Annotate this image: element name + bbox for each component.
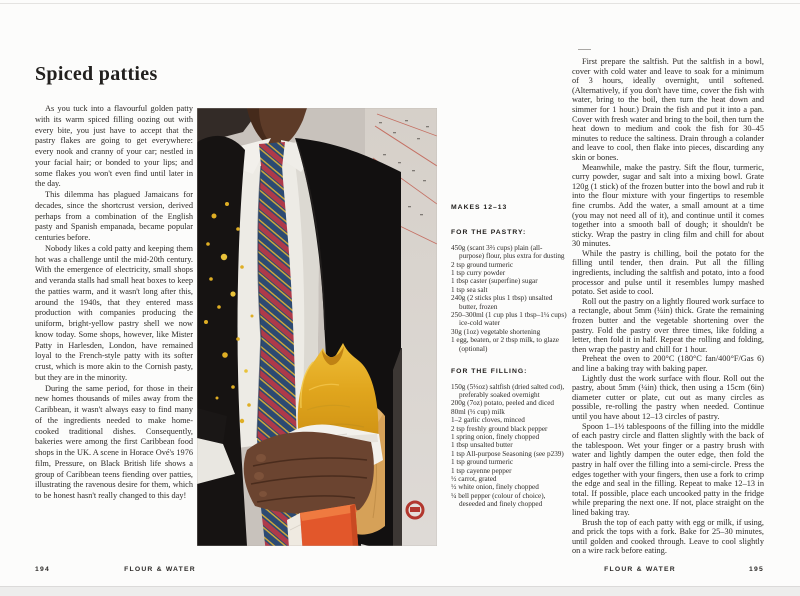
ingredients-column <box>451 204 567 509</box>
recipe-intro <box>35 104 193 502</box>
pastry-ingredient-list <box>451 244 567 353</box>
recipe-title: Spiced patties <box>35 63 158 86</box>
method-paragraph: Meanwhile, make the pastry. Sift the flour, turmeric, curry powder, sugar and salt into a mixing bowl. Grate 120g (1 stick) of the frozen butter into the bowl and rub it into the flour mixture with your fingertips to resemble fine crumbs. Add the water, a small amount at a time (you may not need all of it), and continue until it comes together into a smooth ball of dough; it shouldn't be sticky. Wrap the pastry in cling film and chill for about 30 minutes. <box>572 162 764 249</box>
ingredient-item: 2 tsp freshly ground black pepper <box>451 424 548 433</box>
pastry-header: FOR THE PASTRY: <box>451 229 527 237</box>
right-running-head: FLOUR & WATER <box>604 566 676 573</box>
ingredient-item: 80ml (⅓ cup) milk <box>451 407 505 416</box>
red-ring-sign <box>407 502 423 518</box>
ingredient-item: 1 tsp cayenne pepper <box>451 466 512 475</box>
ingredient-item: 450g (scant 3⅔ cups) plain (all-purpose) flour, plus extra for dusting <box>451 243 565 261</box>
ingredient-item: ¼ bell pepper (colour of choice), deseeded and finely chopped <box>451 491 546 509</box>
ingredient-item: ½ carrot, grated <box>451 474 497 483</box>
ingredient-item: 1–2 garlic cloves, minced <box>451 416 525 425</box>
ingredient-item: 150g (5⅓oz) saltfish (dried salted cod), preferably soaked overnight <box>451 382 565 399</box>
page-top-edge <box>0 3 800 4</box>
intro-paragraph: Nobody likes a cold patty and keeping them hot was a challenge until the mid-20th century. With the emergence of electricity, small shops and veranda stalls had small heat boxes to keep the patties warm, and it wasn't long after this, around the 1940s, that they entered mass production with companies producing the uniform, bright-yellow pastry shell we now know today. Some shops, however, like Mister Patty in Harlesden, London, have remained loyal to the French-style patty with its softer crust, which is more akin to the Cornish pasty, but they are in the minority. <box>35 243 193 382</box>
method-column <box>572 57 764 556</box>
method-paragraph: While the pastry is chilling, boil the potato for the filling until tender, then drain. Put all the filling ingredients, including the saltfish and potato, into a food processor and pulse until it resembles lumpy mashed potato. Set aside to cool. <box>572 248 764 297</box>
method-paragraph: First prepare the saltfish. Put the saltfish in a bowl, cover with cold water and leave to soak for a minimum of 3 hours, ideally overnight, until softened. (Alternatively, if you don't have time, cover the fish with water, bring to the boil, then turn the heat down and simmer for 1 hour.) Drain the fish and put it into a pan. Cover with fresh water and bring to the boil, then turn the heat down to medium and cook the fish for 30–45 minutes to reduce the saltiness. Drain through a colander and leave to cool, then flake into pieces, discarding any skin or bones. <box>572 57 764 162</box>
ingredient-item: 1 egg, beaten, or 2 tbsp milk, to glaze (optional) <box>451 336 559 353</box>
patty-photo <box>197 108 437 546</box>
right-page-number: 195 <box>749 566 764 573</box>
intro-paragraph: This dilemma has plagued Jamaicans for decades, since the shortcrust version, derived perhaps from a combination of the English pasty and Spanish empanada, became popular centuries before. <box>35 190 193 242</box>
section-rule <box>578 49 591 50</box>
makes-label: MAKES 12–13 <box>451 204 508 211</box>
method-paragraph: Spoon 1–1½ tablespoons of the filling into the middle of each pastry circle and flatten slightly with the back of the tablespoon. Wet your finger or a pastry brush with water and lightly dampen the outer edge, then fold the pastry in half over the filling into a semi-circle. Press the edges together with your fingers, then use a fork to crimp the edge and seal in the filling. Repeat to make 12–13 in total. If possible, place each uncooked patty in the fridge while preparing the next one. If not, place straight on the lined baking tray. <box>572 421 764 517</box>
ingredient-item: 1 tsp All-purpose Seasoning (see p239) <box>451 449 564 458</box>
left-page-number: 194 <box>35 566 50 573</box>
filling-ingredient-list <box>451 383 567 509</box>
page-bottom-edge <box>0 586 800 596</box>
ingredient-item: 250–300ml (1 cup plus 1 tbsp–1¼ cups) ice-cold water <box>451 311 567 328</box>
method-paragraph: Lightly dust the work surface with flour. Roll out the pastry, about 5mm (¼in) thick, then using a 15cm (6in) diameter cutter or plate, cut out as many circles as possible, re-rolling the pastry when needed. Continue until you have about 12–13 circles of pastry. <box>572 373 764 421</box>
ingredient-item: 1 tsp ground turmeric <box>451 458 514 467</box>
method-paragraph: Preheat the oven to 200°C (180°C fan/400°F/Gas 6) and line a baking tray with baking paper. <box>572 354 764 373</box>
ingredient-item: 1 tbsp caster (superfine) sugar <box>451 277 538 286</box>
intro-paragraph: During the same period, for those in their new homes thousands of miles away from the Caribbean, it wasn't always easy to find many of the ingredients needed to make home-cooked traditional dishes. Consequently, bakeries were among the first Caribbean food shops in the UK. A scene in Horace Ové's 1976 film, Pressure, on Black British life shows a group of Caribbean teens fiending over patties, illustrating the ravenous desire for them, which to be honest hasn't really changed to this day! <box>35 383 193 500</box>
doorframe <box>393 348 402 546</box>
ingredient-item: 1 tsp sea salt <box>451 285 488 294</box>
left-running-head: FLOUR & WATER <box>124 566 196 573</box>
ingredient-item: 240g (2 sticks plus 1 tbsp) unsalted butter, frozen <box>451 294 553 311</box>
ingredient-item: 2 tsp ground turmeric <box>451 260 514 269</box>
patty-photo-illustration <box>197 108 437 546</box>
ingredient-item: 30g (1oz) vegetable shortening <box>451 327 541 336</box>
ingredient-item: ½ white onion, finely chopped <box>451 483 539 492</box>
ingredient-item: 200g (7oz) potato, peeled and diced <box>451 399 554 408</box>
ingredient-item: 1 spring onion, finely chopped <box>451 432 540 441</box>
method-paragraph: Roll out the pastry on a lightly floured work surface to a rectangle, about 5mm (¼in) thick. Grate the remaining frozen butter and the vegetable shortening over the pastry. Fold the pastry over three times, like folding a letter, then fold it in half. Repeat the rolling and folding, then wrap the pastry and chill for 1 hour. <box>572 296 764 354</box>
method-paragraph: Brush the top of each patty with egg or milk, if using, and prick the tops with a fork. Bake for 25–30 minutes, until golden and cooked through. Leave to cool slightly on a wire rack before eating. <box>572 517 764 556</box>
ingredient-item: 1 tbsp unsalted butter <box>451 441 513 450</box>
intro-paragraph: As you tuck into a flavourful golden patty with its warm spiced filling oozing out with every bite, you just have to accept that the pastry flakes are going to get everywhere: every nook and cranny of your car; nestled in your facial hair; or bonded to your lips; and some flakes you won't even find until later in the day. <box>35 104 193 189</box>
filling-header: FOR THE FILLING: <box>451 368 528 376</box>
ingredient-item: 1 tsp curry powder <box>451 269 506 278</box>
